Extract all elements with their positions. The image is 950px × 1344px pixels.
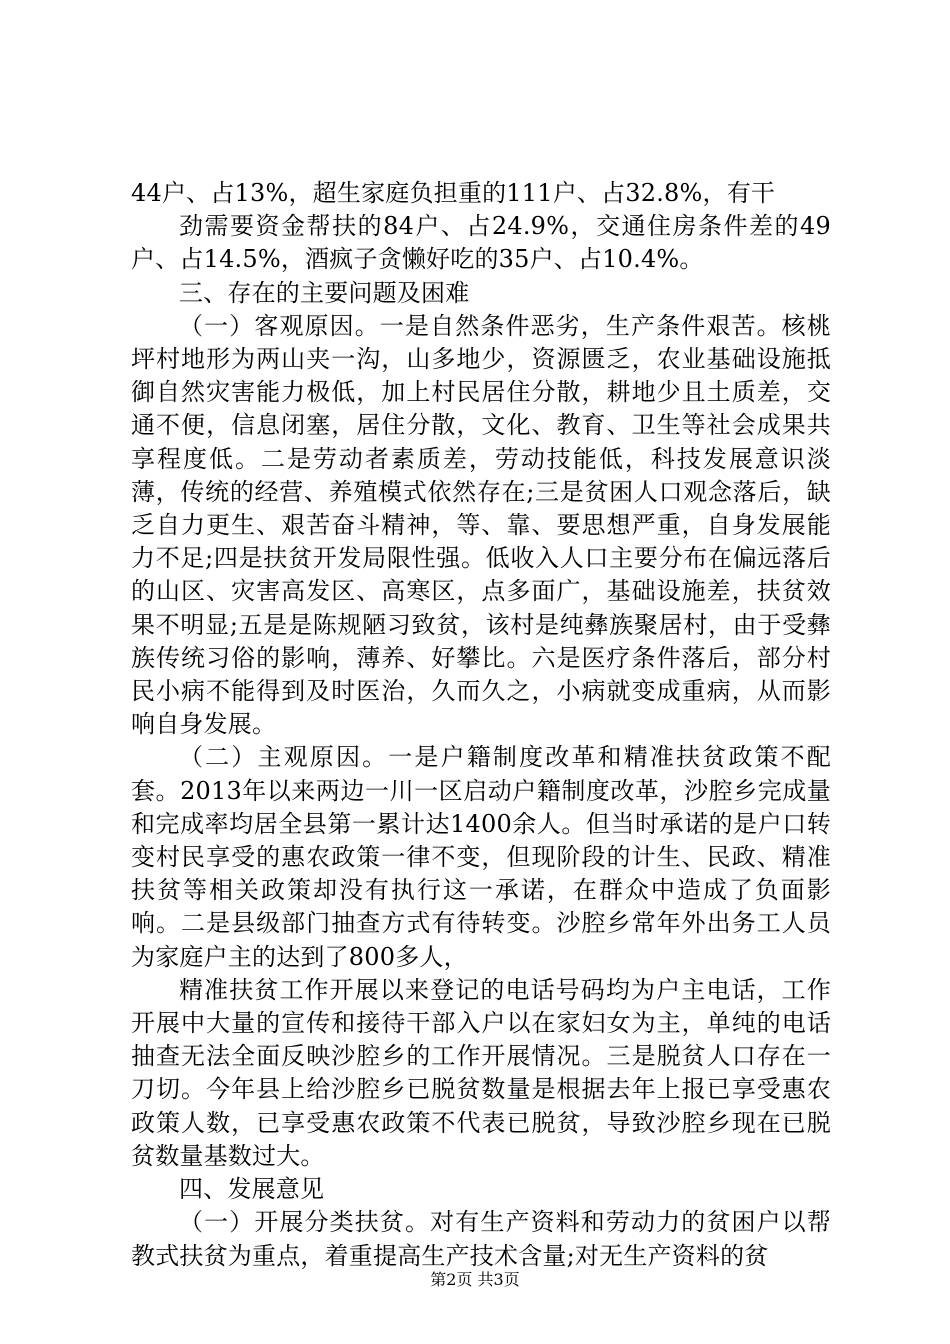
document-body — [131, 177, 831, 1273]
paragraph-body: （一）开展分类扶贫。对有生产资料和劳动力的贫困户以帮教式扶贫为重点，着重提高生产技术含量;对无生产资料的贫 — [131, 1208, 831, 1270]
section-heading: 四、发展意见 — [179, 1175, 325, 1204]
page-footer: 第2页 共3页 — [430, 1270, 520, 1289]
paragraph-body: 精准扶贫工作开展以来登记的电话号码均为户主电话，工作开展中大量的宣传和接待干部入户以在家妇女为主，单纯的电话抽查无法全面反映沙腔乡的工作开展情况。三是脱贫人口存在一刀切。今年县上给沙腔乡已脱贫数量是根据去年上报已享受惠农政策人数，已享受惠农政策不代表已脱贫，导致沙腔乡现在已脱贫数量基数过大。 — [131, 975, 831, 1170]
paragraph-body: （二）主观原因。一是户籍制度改革和精准扶贫政策不配套。2013年以来两边一川一区启动户籍制度改革，沙腔乡完成量和完成率均居全县第一累计达1400余人。但当时承诺的是户口转变村民享受的惠农政策一律不变，但现阶段的计生、民政、精准扶贫等相关政策却没有执行这一承诺，在群众中造成了负面影响。二是县级部门抽查方式有待转变。沙腔乡常年外出务工人员为家庭户主的达到了800多人， — [131, 743, 831, 971]
paragraph-continuation: 44户、占13%，超生家庭负担重的111户、占32.8%，有干 — [131, 179, 776, 207]
section-heading: 三、存在的主要问题及困难 — [179, 278, 470, 307]
paragraph-body: 劲需要资金帮扶的84户、占24.9%，交通住房条件差的49户、占14.5%，酒疯子贪懒好吃的35户、占10.4%。 — [131, 212, 831, 274]
paragraph-body: （一）客观原因。一是自然条件恶劣，生产条件艰苦。核桃坪村地形为两山夹一沟，山多地少，资源匮乏，农业基础设施抵御自然灾害能力极低，加上村民居住分散，耕地少且土质差，交通不便，信息闭塞，居住分散，文化、教育、卫生等社会成果共享程度低。二是劳动者素质差，劳动技能低，科技发展意识淡薄，传统的经营、养殖模式依然存在;三是贫困人口观念落后，缺乏自力更生、艰苦奋斗精神，等、靠、要思想严重，自身发展能力不足;四是扶贫开发局限性强。低收入人口主要分布在偏远落后的山区、灾害高发区、高寒区，点多面广，基础设施差，扶贫效果不明显;五是是陈规陋习致贫，该村是纯彝族聚居村，由于受彝族传统习俗的影响，薄养、好攀比。六是医疗条件落后，部分村民小病不能得到及时医治，久而久之，小病就变成重病，从而影响自身发展。 — [131, 311, 831, 739]
